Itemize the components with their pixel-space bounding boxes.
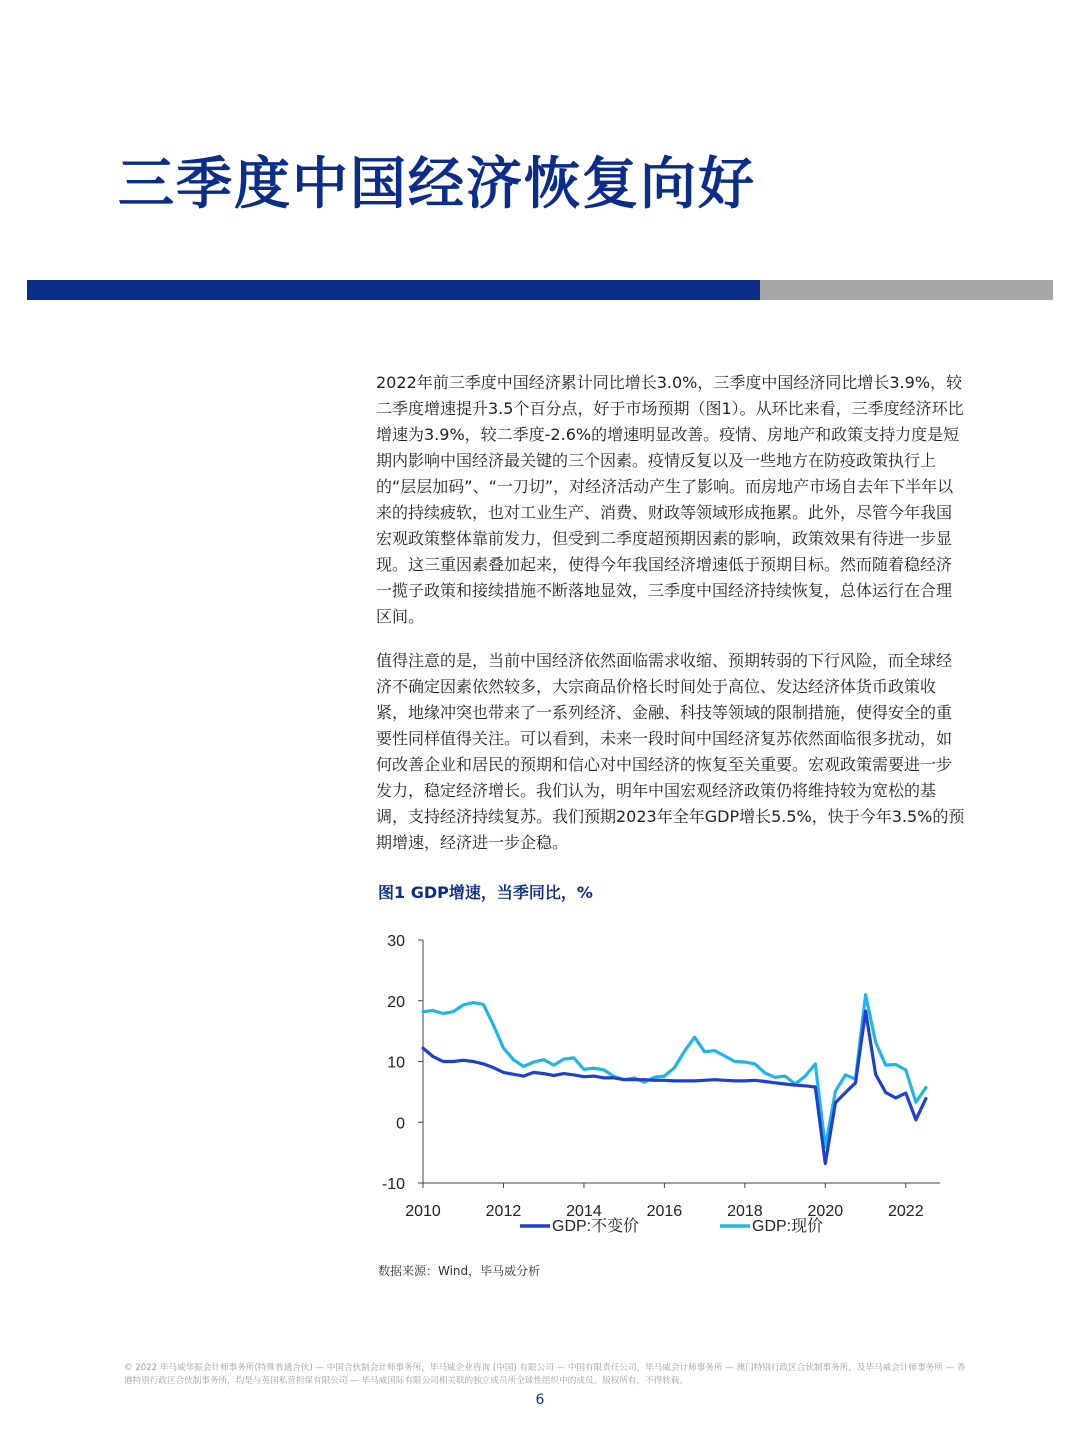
body-paragraph-2: 值得注意的是，当前中国经济依然面临需求收缩、预期转弱的下行风险，而全球经济不确定因素依然较多，大宗商品价格长时间处于高位、发达经济体货币政策收紧，地缘冲突也带来了一系列经济、金融、科技等领域的限制措施，使得安全的重要性同样值得关注。可以看到，未来一段时间中国经济复苏依然面临很多扰动，如何改善企业和居民的预期和信心对中国经济的恢复至关重要。宏观政策需要进一步发力，稳定经济增长。我们认为，明年中国宏观经济政策仍将维持较为宽松的基调，支持经济持续复苏。我们预期2023年全年GDP增长5.5%，快于今年3.5%的预期增速，经济进一步企稳。 — [376, 651, 965, 852]
x-tick-label: 2014 — [566, 1203, 602, 1220]
figure-title: 图1 GDP增速，当季同比，% — [378, 883, 593, 902]
footer-legal-text: © 2022 毕马威华振会计师事务所(特殊普通合伙) — 中国合伙制会计师事务所，毕马威企业咨询 (中国) 有限公司 — 中国有限责任公司，毕马威会计师事务所 — 澳门特别行政区合伙制事务所，及毕马威会计师事务所 — 香港特别行政区合伙制事务所，均是与英国私营担保有限公司 — 毕马威国际有限公司相关联的独立成员所全球性组织中的成员。版权所有，不得转载。 — [124, 1363, 966, 1386]
y-tick-label: 20 — [387, 993, 405, 1011]
x-tick-label: 2020 — [807, 1203, 844, 1220]
x-tick-label: 2022 — [888, 1203, 924, 1220]
page-number: 6 — [535, 1392, 545, 1408]
y-tick-label: 30 — [387, 933, 405, 950]
y-tick-label: 10 — [387, 1054, 405, 1072]
page-title: 三季度中国经济恢复向好 — [118, 152, 756, 217]
title-rule-grey — [760, 280, 1053, 300]
body-paragraph-1: 2022年前三季度中国经济累计同比增长3.0%，三季度中国经济同比增长3.9%，较二季度增速提升3.5个百分点，好于市场预期（图1）。从环比来看，三季度经济环比增速为3.9%，较二季度-2.6%的增速明显改善。疫情、房地产和政策支持力度是短期内影响中国经济最关键的三个因素。疫情反复以及一些地方在防疫政策执行上的“层层加码”、“一刀切”，对经济活动产生了影响。而房地产市场自去年下半年以来的持续疲软，也对工业生产、消费、财政等领域形成拖累。此外，尽管今年我国宏观政策整体靠前发力，但受到二季度超预期因素的影响，政策效果有待进一步显现。这三重因素叠加起来，使得今年我国经济增速低于预期目标。然而随着稳经济一揽子政策和接续措施不断落地显效，三季度中国经济持续恢复，总体运行在合理区间。 — [376, 373, 964, 626]
legend-label: GDP:不变价 — [552, 1218, 640, 1235]
y-tick-label: 0 — [396, 1115, 405, 1133]
legend-label: GDP:现价 — [752, 1218, 824, 1235]
gdp-growth-chart — [360, 920, 960, 1250]
x-tick-label: 2012 — [485, 1203, 522, 1220]
figure-source: 数据来源：Wind，毕马威分析 — [378, 1264, 541, 1278]
x-tick-label: 2018 — [727, 1203, 763, 1220]
x-tick-label: 2016 — [646, 1203, 683, 1220]
y-tick-label: -10 — [381, 1176, 405, 1193]
title-rule-blue — [27, 280, 760, 300]
x-tick-label: 2010 — [405, 1203, 441, 1220]
